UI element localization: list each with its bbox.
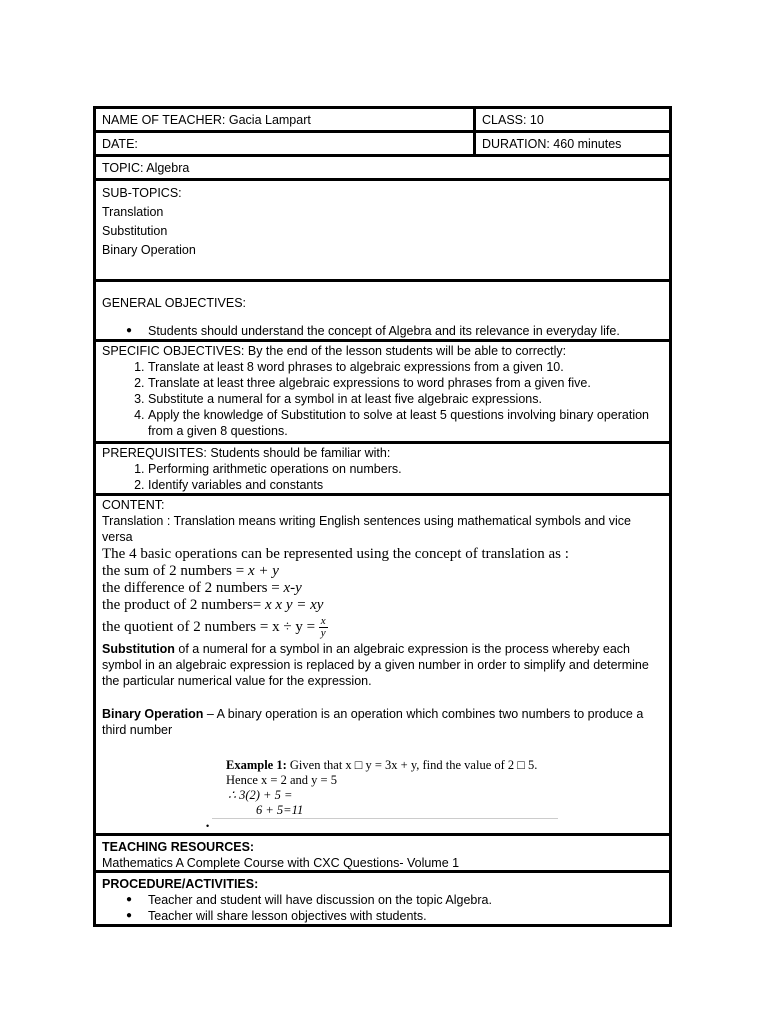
prerequisites-row bbox=[96, 444, 669, 496]
substitution-definition: of a numeral for a symbol in an algebraic expression is the process whereby each symbol in an algebraic expression is replaced by a given number in order to simplify and determine the particular numerical value for the expression. bbox=[102, 642, 649, 688]
duration-label: DURATION: 460 minutes bbox=[482, 137, 622, 151]
subtopic-item: Substitution bbox=[102, 224, 168, 238]
content-row bbox=[96, 496, 669, 836]
subtopic-item: Binary Operation bbox=[102, 243, 196, 257]
example-divider bbox=[212, 818, 558, 819]
binary-operation-definition: – A binary operation is an operation which combines two numbers to produce a third number bbox=[102, 707, 644, 737]
sum-line bbox=[102, 563, 663, 580]
specific-objective-item: 1. Translate at least 8 word phrases to algebraic expressions from a given 10. bbox=[148, 359, 663, 375]
quotient-label: the quotient of 2 numbers = x ÷ y = bbox=[102, 618, 319, 635]
prerequisite-item: 2. Identify variables and constants bbox=[148, 477, 663, 493]
binary-operation-term: Binary Operation bbox=[102, 707, 204, 721]
product-expression: x x y = xy bbox=[265, 597, 324, 613]
example-statement: Given that x □ y = 3x + y, find the value of 2 □ 5. bbox=[286, 758, 538, 772]
substitution-term: Substitution bbox=[102, 642, 175, 656]
specific-objectives-list bbox=[102, 359, 663, 439]
difference-expression: x-y bbox=[283, 580, 302, 596]
quotient-line bbox=[102, 616, 663, 639]
sum-label: the sum of 2 numbers = bbox=[102, 563, 248, 579]
difference-label: the difference of 2 numbers = bbox=[102, 580, 284, 596]
general-objectives-list bbox=[102, 323, 663, 339]
general-objectives-heading: GENERAL OBJECTIVES: bbox=[102, 296, 247, 310]
teacher-name: NAME OF TEACHER: Gacia Lampart bbox=[96, 109, 476, 130]
example-divider-wrap bbox=[102, 818, 663, 831]
sum-expression: x + y bbox=[247, 563, 279, 579]
operations-intro: The 4 basic operations can be represented using the concept of translation as : bbox=[102, 546, 569, 562]
content-heading: CONTENT: bbox=[102, 498, 165, 512]
prerequisites-heading: PREREQUISITES: Students should be familiar with: bbox=[102, 446, 391, 460]
quotient-fraction bbox=[319, 616, 328, 639]
difference-line bbox=[102, 580, 663, 597]
specific-objectives-row bbox=[96, 342, 669, 444]
lesson-plan-table bbox=[93, 106, 672, 927]
teacher-class-row bbox=[96, 109, 669, 133]
general-objectives-row bbox=[96, 282, 669, 342]
substitution-paragraph bbox=[102, 641, 663, 689]
example-line-3: ∴ 3(2) + 5 = bbox=[228, 788, 293, 802]
quotient-numerator: x bbox=[320, 615, 326, 627]
procedure-item: ● Teacher will share lesson objectives with students. bbox=[102, 908, 663, 924]
teaching-resources-text: Mathematics A Complete Course with CXC Questions- Volume 1 bbox=[102, 856, 460, 870]
class-label: CLASS: 10 bbox=[482, 113, 544, 127]
specific-objective-item: 3. Substitute a numeral for a symbol in at least five algebraic expressions. bbox=[148, 391, 663, 407]
procedure-row bbox=[96, 873, 669, 924]
date-label: DATE: bbox=[96, 133, 476, 154]
teaching-resources-heading: TEACHING RESOURCES: bbox=[102, 840, 255, 854]
operations-block bbox=[102, 546, 663, 639]
subtopics-heading: SUB-TOPICS: bbox=[102, 186, 182, 200]
prerequisites-list bbox=[102, 461, 663, 493]
product-label: the product of 2 numbers= bbox=[102, 597, 266, 613]
bullet-dot-mark: • bbox=[206, 821, 210, 831]
example-label: Example 1: bbox=[226, 758, 287, 772]
example-line-2: Hence x = 2 and y = 5 bbox=[226, 773, 337, 787]
example-line-1 bbox=[226, 758, 663, 773]
subtopics-row bbox=[96, 181, 669, 282]
general-objective-item: ● Students should understand the concept of Algebra and its relevance in everyday life. bbox=[102, 323, 663, 339]
quotient-denominator: y bbox=[320, 627, 326, 639]
specific-objective-item: 4. Apply the knowledge of Substitution to solve at least 5 questions involving binary operation from a given 8 questions. bbox=[148, 407, 663, 439]
specific-objectives-heading: SPECIFIC OBJECTIVES: By the end of the lesson students will be able to correctly: bbox=[102, 344, 567, 358]
teaching-resources-row bbox=[96, 836, 669, 873]
date-duration-row bbox=[96, 133, 669, 157]
prerequisite-item: 1. Performing arithmetic operations on numbers. bbox=[148, 461, 663, 477]
procedure-item: ● Teacher and student will have discussion on the topic Algebra. bbox=[102, 892, 663, 908]
procedure-list bbox=[102, 892, 663, 924]
specific-objective-item: 2. Translate at least three algebraic expressions to word phrases from a given five. bbox=[148, 375, 663, 391]
translation-definition: Translation : Translation means writing English sentences using mathematical symbols and vice versa bbox=[102, 514, 631, 544]
topic-row: TOPIC: Algebra bbox=[96, 157, 669, 181]
binary-operation-paragraph bbox=[102, 706, 663, 738]
example-block bbox=[226, 758, 663, 818]
example-line-4: 6 + 5=11 bbox=[256, 803, 304, 817]
product-line bbox=[102, 597, 663, 614]
subtopic-item: Translation bbox=[102, 205, 164, 219]
procedure-heading: PROCEDURE/ACTIVITIES: bbox=[102, 877, 259, 891]
